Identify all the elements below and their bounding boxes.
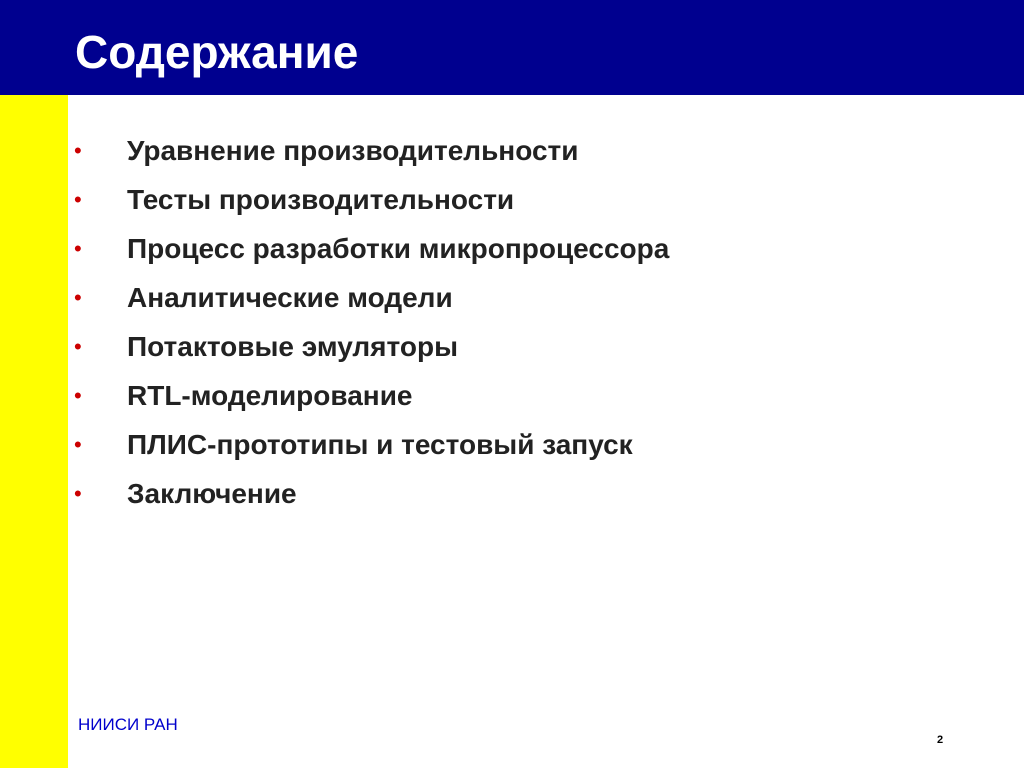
bullet-icon: • xyxy=(74,481,82,506)
bullet-icon: • xyxy=(74,187,82,212)
page-number: 2 xyxy=(937,734,944,746)
list-item-text: Заключение xyxy=(127,478,297,509)
list-item-text: Тесты производительности xyxy=(127,184,515,215)
footer-organization: НИИСИ РАН xyxy=(78,715,178,734)
bullet-icon: • xyxy=(74,236,82,261)
bullet-icon: • xyxy=(74,138,82,163)
bullet-icon: • xyxy=(74,383,82,408)
slide-title: Содержание xyxy=(75,26,359,78)
side-accent-band xyxy=(0,95,68,768)
bullet-icon: • xyxy=(74,432,82,457)
list-item-text: Аналитические модели xyxy=(127,282,453,313)
list-item-text: RTL-моделирование xyxy=(127,380,413,411)
list-item-text: ПЛИС-прототипы и тестовый запуск xyxy=(127,429,633,460)
list-item-text: Потактовые эмуляторы xyxy=(127,331,458,362)
list-item-text: Процесс разработки микропроцессора xyxy=(127,233,670,264)
bullet-icon: • xyxy=(74,285,82,310)
bullet-icon: • xyxy=(74,334,82,359)
list-item-text: Уравнение производительности xyxy=(127,135,579,166)
